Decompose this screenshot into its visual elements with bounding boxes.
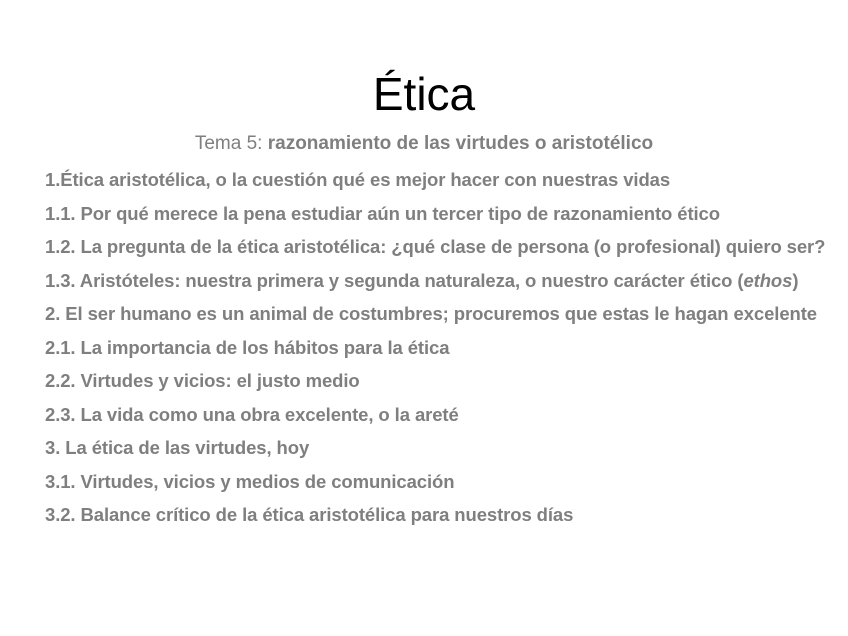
outline-item: 3. La ética de las virtudes, hoy	[45, 437, 310, 458]
outline-item: 2.2. Virtudes y vicios: el justo medio	[45, 370, 360, 391]
outline-item: 3.2. Balance crítico de la ética aristotélica para nuestros días	[45, 504, 574, 525]
outline-item: 3.1. Virtudes, vicios y medios de comunicación	[45, 470, 455, 492]
outline-item: 2. El ser humano es un animal de costumbres; procuremos que estas le hagan excelente	[45, 303, 817, 324]
subtitle-topic: razonamiento de las virtudes o aristotélico	[267, 133, 654, 154]
subtitle-prefix: Tema 5:	[194, 133, 268, 154]
outline-item: 2.3. La vida como una obra excelente, o la areté	[45, 403, 459, 425]
outline-item: 2.1. La importancia de los hábitos para la ética	[45, 336, 450, 358]
outline-item: 1.2. La pregunta de la ética aristotélica: ¿qué clase de persona (o profesional) quiero ser?	[45, 236, 826, 257]
outline-item: 1.1. Por qué merece la pena estudiar aún un tercer tipo de razonamiento ético	[45, 202, 720, 224]
slide-title: Ética	[372, 68, 476, 120]
outline-item-italic: ethos	[743, 269, 793, 291]
outline-item	[45, 267, 830, 294]
outline-item: 1.Ética aristotélica, o la cuestión qué es mejor hacer con nuestras vidas	[45, 169, 671, 190]
outline-item-text: 1.3. Aristóteles: nuestra primera y segunda naturaleza, o nuestro carácter ético (	[45, 269, 744, 291]
outline-item-text: )	[792, 269, 799, 291]
slide-subtitle	[0, 132, 848, 156]
outline-list	[45, 166, 830, 535]
